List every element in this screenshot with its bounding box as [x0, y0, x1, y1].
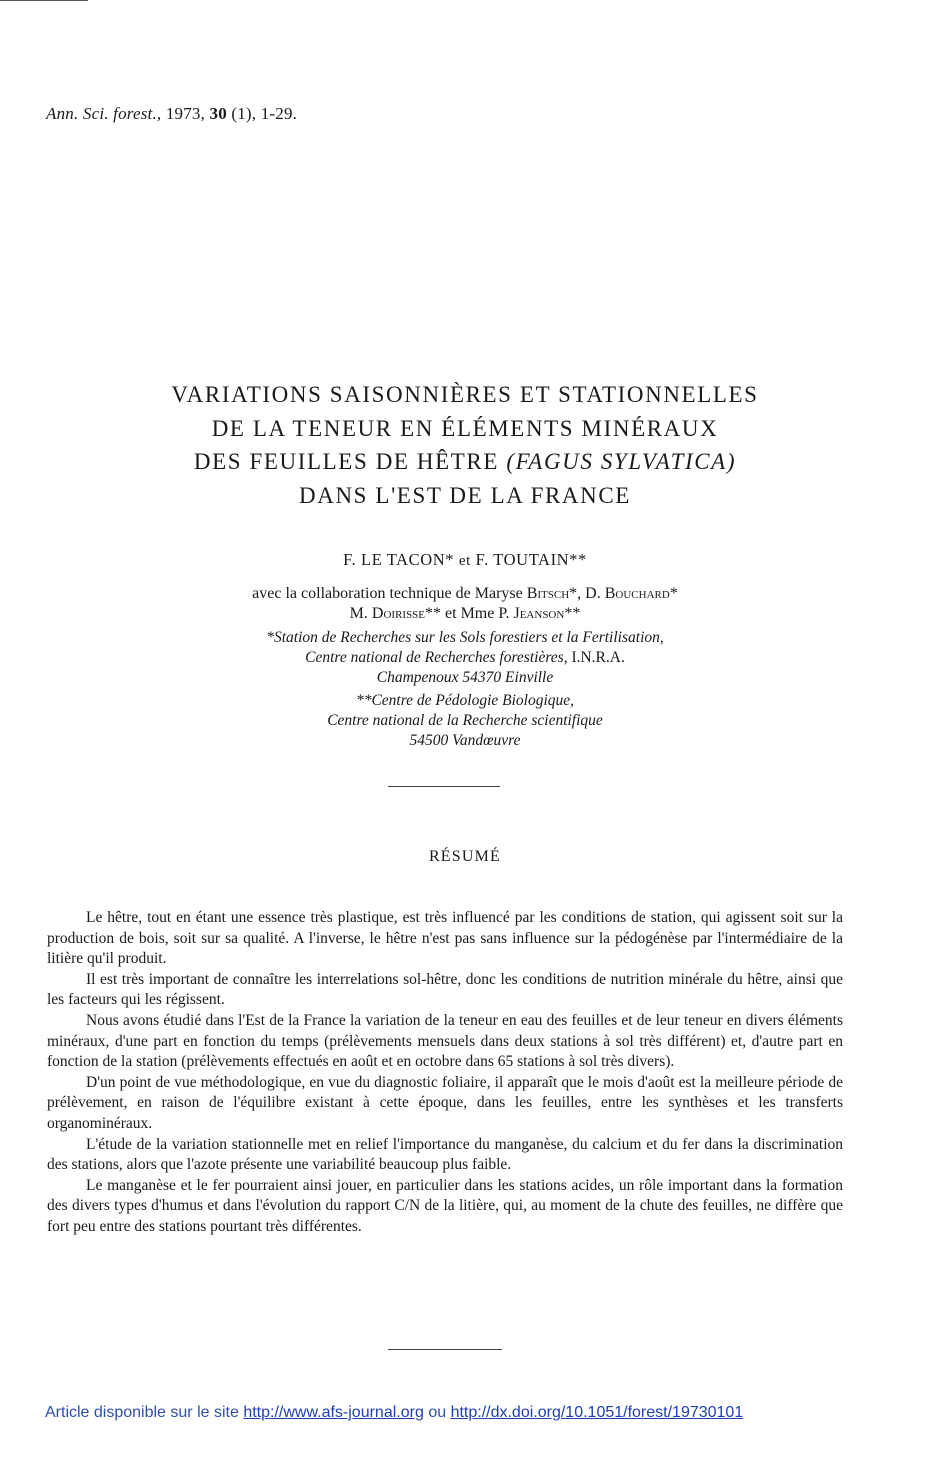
- affiliation-inra: [0, 628, 930, 688]
- journal-volume: 30: [209, 104, 227, 123]
- affiliation-line: **Centre de Pédologie Biologique,: [355, 692, 575, 709]
- footer-prefix: Article disponible sur le site: [45, 1404, 239, 1421]
- author-name: F. TOUTAIN**: [475, 550, 587, 569]
- affiliation-cnrs: [0, 691, 930, 751]
- author-conjunction: et: [458, 553, 471, 569]
- collaboration-text: ** et Mme P.: [425, 605, 510, 622]
- affiliation-line: 54500 Vandœuvre: [409, 732, 521, 749]
- journal-name: Ann. Sci. forest.,: [46, 104, 162, 123]
- resume-paragraph: D'un point de vue méthodologique, en vue du diagnostic foliaire, il apparaît que le mois d'août est la meilleure période de prélèvement, en raison de l'équilibre existant à cette époque, dans les feuilles, entre les synthèses et les transferts organominéraux.: [47, 1073, 843, 1132]
- resume-paragraph: Le manganèse et le fer pourraient ainsi jouer, en particulier dans les stations acides, un rôle important dans la formation des divers types d'humus et dans l'évolution du rapport C/N de la litière, qui, au moment de la chute des feuilles, ne diffère que fort peu entre des stations pourtant très différentes.: [47, 1176, 843, 1235]
- title-line: VARIATIONS SAISONNIÈRES ET STATIONNELLES: [171, 382, 759, 407]
- affiliation-line: Champenoux 54370 Einville: [376, 669, 554, 686]
- title-line: [100, 445, 830, 479]
- collaboration-text: **: [564, 605, 581, 622]
- journal-citation: [46, 104, 297, 124]
- collaboration-text: M.: [349, 605, 368, 622]
- resume-paragraph: Nous avons étudié dans l'Est de la France la variation de la teneur en eau des feuilles et de leur teneur en divers éléments minéraux, d'une part en fonction du temps (prélèvements mensuels dans deux stations à sol très différent) et, d'autre part en fonction de la station (prélèvements effectués en août et en octobre dans 65 stations à sol très divers).: [47, 1011, 843, 1071]
- resume-paragraph: L'étude de la variation stationnelle met en relief l'importance du manganèse, du calcium et du fer dans la discrimination des stations, alors que l'azote présente une variabilité beaucoup plus faible.: [47, 1135, 843, 1174]
- authors: [0, 550, 930, 570]
- collaborator-name: Jeanson: [513, 605, 565, 622]
- title-line: DANS L'EST DE LA FRANCE: [299, 482, 631, 508]
- footer-middle: ou: [428, 1404, 447, 1421]
- collaboration-text: *, D.: [569, 585, 601, 602]
- collaborator-name: Bouchard: [604, 585, 670, 602]
- collaboration-text: *: [669, 585, 678, 602]
- affiliation-line: [0, 648, 930, 668]
- collaborator-name: Bitsch: [526, 585, 570, 602]
- collaboration-line: [0, 584, 930, 604]
- resume-body: [47, 908, 843, 1238]
- journal-site-link[interactable]: http://www.afs-journal.org: [243, 1404, 424, 1421]
- resume-paragraph: Il est très important de connaître les interrelations sol-hêtre, donc les conditions de nutrition minérale du hêtre, ainsi que les facteurs qui les régissent.: [47, 970, 843, 1009]
- top-margin-line: [0, 0, 88, 1]
- technical-collaboration: [0, 584, 930, 624]
- affiliation-line: *Station de Recherches sur les Sols forestiers et la Fertilisation,: [266, 629, 664, 646]
- collaboration-line: [0, 604, 930, 624]
- article-title: [100, 378, 830, 512]
- journal-year: 1973,: [165, 104, 206, 123]
- title-species-name: (FAGUS SYLVATICA): [506, 449, 737, 474]
- collaborator-name: Doirisse: [371, 605, 426, 622]
- title-line: DE LA TENEUR EN ÉLÉMENTS MINÉRAUX: [211, 415, 719, 441]
- affiliation-text: Centre national de Recherches forestières,: [305, 649, 568, 666]
- collaboration-intro: avec la collaboration technique de Maryse: [252, 585, 523, 602]
- title-line-text: DES FEUILLES DE HÊTRE: [193, 449, 499, 474]
- affiliation-acronym: I.N.R.A.: [571, 649, 625, 666]
- resume-heading: RÉSUMÉ: [428, 848, 502, 865]
- doi-link[interactable]: http://dx.doi.org/10.1051/forest/19730101: [450, 1404, 744, 1421]
- affiliation-line: Centre national de la Recherche scientifique: [327, 712, 603, 729]
- section-divider: [388, 1349, 502, 1350]
- availability-footer: [45, 1404, 743, 1422]
- section-divider: [388, 786, 500, 787]
- journal-issue-pages: (1), 1-29.: [231, 104, 298, 123]
- author-name: F. LE TACON*: [343, 550, 455, 569]
- resume-paragraph: Le hêtre, tout en étant une essence très plastique, est très influencé par les conditions de station, qui agissent soit sur la production de bois, soit sur sa qualité. A l'inverse, le hêtre n'est pas sans influence sur la pédogénèse par l'intermédiaire de la litière qu'il produit.: [47, 909, 843, 968]
